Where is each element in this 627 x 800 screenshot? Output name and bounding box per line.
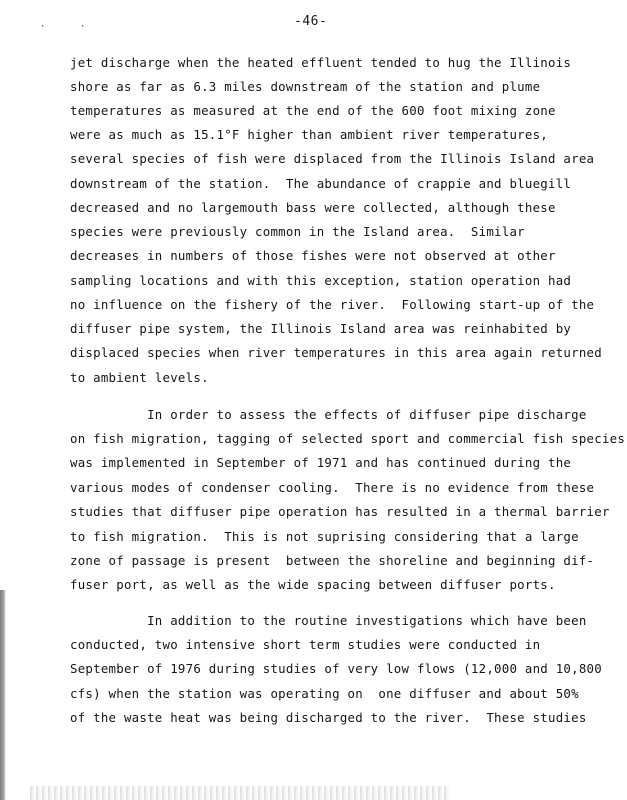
text-line: to ambient levels. [70, 370, 209, 385]
text-line: displaced species when river temperatures in this area again returned [70, 345, 602, 360]
text-line: several species of fish were displaced from the Illinois Island area [70, 151, 595, 166]
text-line: In addition to the routine investigations which have been [70, 613, 587, 628]
text-line: no influence on the fishery of the river. Following start-up of the [70, 297, 595, 312]
text-line: temperatures as measured at the end of the 600 foot mixing zone [70, 103, 556, 118]
text-line: zone of passage is present between the shoreline and beginning dif- [70, 553, 595, 568]
text-line: on fish migration, tagging of selected sport and commercial fish species [70, 431, 626, 446]
text-line: decreased and no largemouth bass were collected, although these [70, 200, 556, 215]
text-line: downstream of the station. The abundance of crappie and bluegill [70, 176, 572, 191]
text-line: to fish migration. This is not suprising considering that a large [70, 529, 579, 544]
scan-noise [30, 786, 450, 800]
text-line: studies that diffuser pipe operation has resulted in a thermal barrier [70, 504, 610, 519]
text-line: various modes of condenser cooling. There is no evidence from these [70, 480, 595, 495]
text-line: September of 1976 during studies of very low flows (12,000 and 10,800 [70, 661, 602, 676]
text-line: of the waste heat was being discharged to the river. These studies [70, 710, 587, 725]
text-line: shore as far as 6.3 miles downstream of the station and plume [70, 79, 541, 94]
text-line: conducted, two intensive short term studies were conducted in [70, 637, 541, 652]
text-line: fuser port, as well as the wide spacing between diffuser ports. [70, 577, 556, 592]
text-line: was implemented in September of 1971 and has continued during the [70, 455, 572, 470]
scan-mark: · [80, 22, 86, 32]
text-line: decreases in numbers of those fishes were not observed at other [70, 248, 556, 263]
text-line: sampling locations and with this exception, station operation had [70, 273, 572, 288]
text-line: species were previously common in the Island area. Similar [70, 224, 525, 239]
text-line: cfs) when the station was operating on one diffuser and about 50% [70, 686, 579, 701]
text-line: were as much as 15.1°F higher than ambient river temperatures, [70, 127, 549, 142]
text-line: In order to assess the effects of diffuser pipe discharge [70, 407, 587, 422]
text-line: diffuser pipe system, the Illinois Island area was reinhabited by [70, 321, 572, 336]
text-line: jet discharge when the heated effluent tended to hug the Illinois [70, 55, 572, 70]
page-number: -46- [294, 14, 328, 29]
scan-mark: · [40, 22, 46, 32]
scan-edge-shadow [0, 590, 6, 800]
